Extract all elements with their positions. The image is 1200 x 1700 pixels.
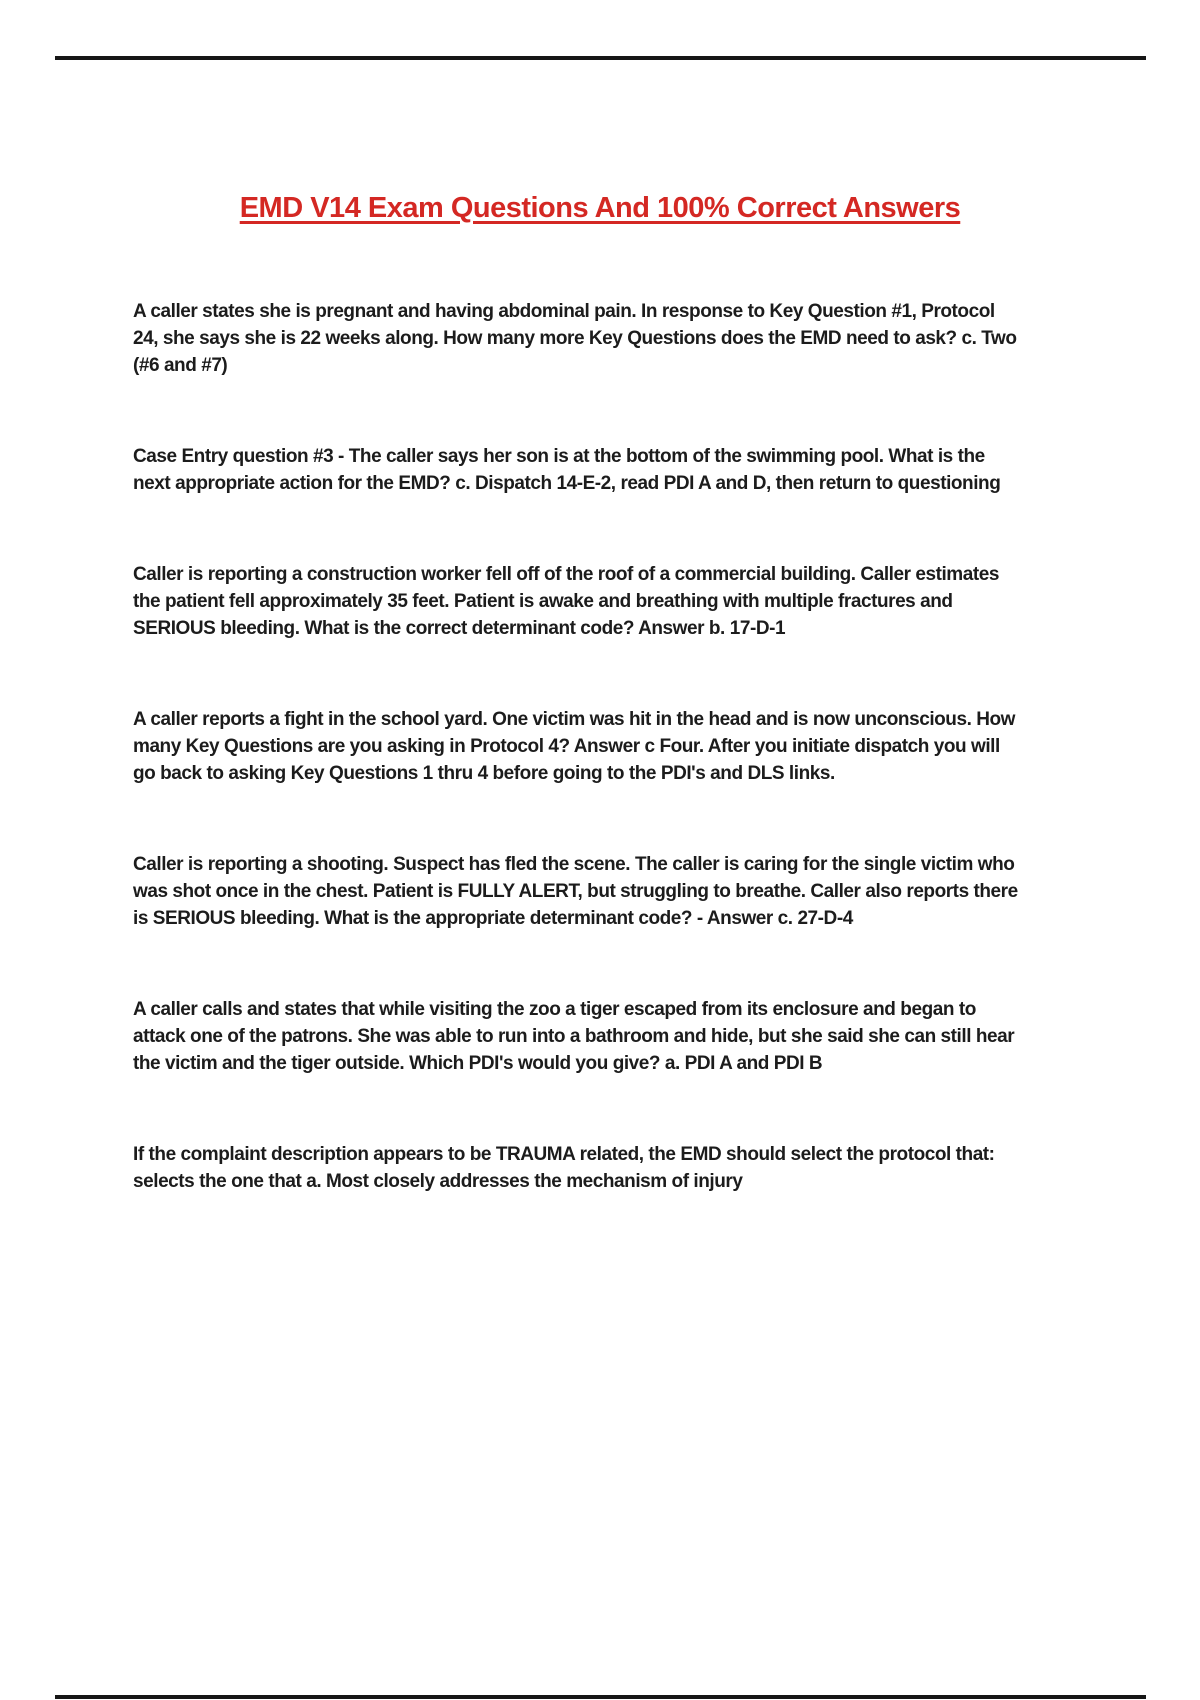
qa-paragraph-5: Caller is reporting a shooting. Suspect has fled the scene. The caller is caring for the single victim who was shot once in the chest. Patient is FULLY ALERT, but struggling to breathe. Caller also reports there is SERIOUS bleeding. What is the appropriate determinant code? - Answer c. 27-D-4 <box>133 854 1018 929</box>
qa-paragraph-4: A caller reports a fight in the school yard. One victim was hit in the head and is now unconscious. How many Key Questions are you asking in Protocol 4? Answer c Four. After you initiate dispatch you will go back to asking Key Questions 1 thru 4 before going to the PDI's and DLS links. <box>133 709 1015 784</box>
qa-paragraph-6: A caller calls and states that while visiting the zoo a tiger escaped from its enclosure and began to attack one of the patrons. She was able to run into a bathroom and hide, but she said she can still hear the victim and the tiger outside. Which PDI's would you give? a. PDI A and PDI B <box>133 999 1015 1074</box>
bottom-horizontal-rule <box>55 1695 1146 1699</box>
qa-paragraph-1: A caller states she is pregnant and having abdominal pain. In response to Key Question #1, Protocol 24, she says she is 22 weeks along. How many more Key Questions does the EMD need to ask? c. Two (#6 and #7) <box>133 301 1017 376</box>
qa-paragraph-2: Case Entry question #3 - The caller says her son is at the bottom of the swimming pool. What is the next appropriate action for the EMD? c. Dispatch 14-E-2, read PDI A and D, then return to questioning <box>133 446 1001 494</box>
qa-paragraph-7: If the complaint description appears to be TRAUMA related, the EMD should select the protocol that: selects the one that a. Most closely addresses the mechanism of injury <box>133 1144 995 1192</box>
page-title: EMD V14 Exam Questions And 100% Correct Answers <box>239 192 961 224</box>
top-horizontal-rule <box>55 56 1146 60</box>
document-body <box>133 298 1018 1195</box>
qa-paragraph-3: Caller is reporting a construction worker fell off of the roof of a commercial building. Caller estimates the patient fell approximately 35 feet. Patient is awake and breathing with multiple fractures and SERIOUS bleeding. What is the correct determinant code? Answer b. 17-D-1 <box>133 564 999 639</box>
